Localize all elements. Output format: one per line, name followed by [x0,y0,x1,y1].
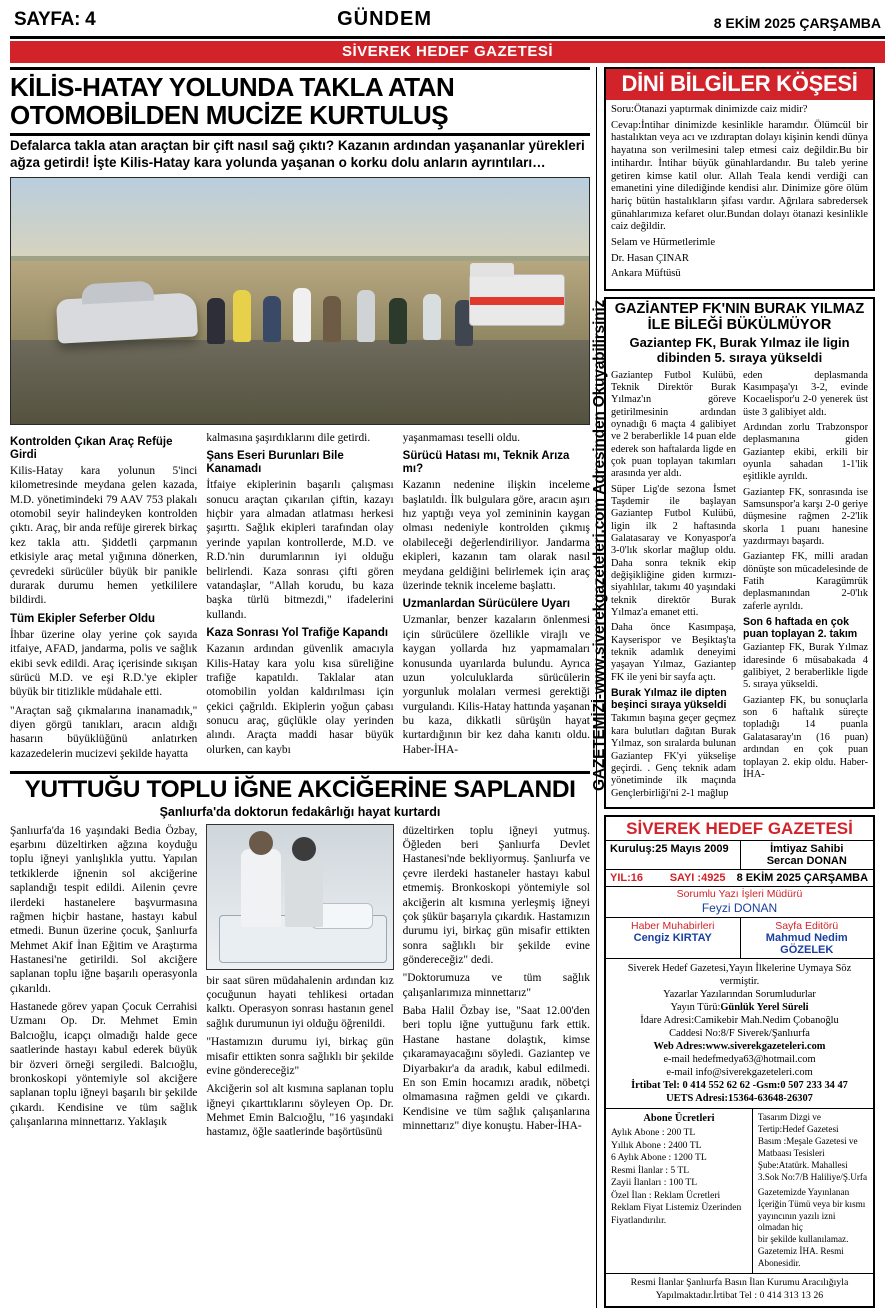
sports-c2-p1: eden deplasmanda Kasımpaşa'yı 3-2, evinde Kocaelispor'u 2-0 yenerek üst üste 3 galibiyet aldı. [743,369,868,418]
imprint-date: 8 EKİM 2025 ÇARŞAMBA [736,871,869,884]
right-column [596,67,875,1308]
imprint-page-editor-name: Mahmud Nedim GÖZELEK [765,931,848,956]
imprint-price-block [606,1108,873,1273]
lead-c2-p2: İtfaiye ekiplerinin başarılı çalışması sonucu araçtan çıkarılan çiftin, kazayı hiçbir yara almadan atlatması herkesi şaşırttı. Sağlık ekipleri tarafından olay yerinde yapılan kontrollerde, M.D. ve R.D.'nin durumlarının iyi olduğu belirlendi. Kaza sonrası çifti gören vatandaşlar, "Allah korudu, bu kaza başka türlü bitmezdi," ifadelerini kullandı. [206,479,394,621]
sports-c2-p4: Gaziantep FK, milli aradan dönüşte son mücadelesinde de Fatih Karagümrük deplasmanından 2-0'lık zaferle ayrıldı. [743,551,868,612]
price-row: Aylık Abone : 200 TL [611,1127,696,1139]
second-c1-p1: Şanlıurfa'da 16 yaşındaki Bedia Özbay, eşarbını düzeltirken ağzına koyduğu toplu iğneyi yanlışlıkla yuttu. Yapılan tetkiklerde iğnenin sol akciğerine saplandığı tespit edildi. Ailenin çevre ilerdeki hastanelere başvurmasına rağmen hiçbir hastane, hastayı kabul etmedi. Bunun üzerine çocuk, Şanlıurfa Mehmet Akif İnan Eğitim ve Araştırma Hastanesi'ne getirildi. Sol akciğere saplanan toplu iğne başarılı operasyonla çıkarıldı. [10,824,198,995]
prices-title: Abone Ücretleri [643,1112,715,1124]
lead-rule-bottom [10,133,590,136]
second-story-columns [10,824,590,1144]
lead-c3-p3: Uzmanlar, benzer kazaların önlenmesi için sürücülere özellikle virajlı ve kaygan yollarda hız yapmamaları konusunda uyarılarda bulundu. Ayrıca uzun yolculuklarda sürücülerin yorgunluk molaları vermesi gerektiği vurgulandı. Kilis-Hatay hattında yaşanan bu kaza, dikkatli sürüşün hayat kurtardığının bir kez daha kanıtı oldu. Haber-İHA- [402,614,590,756]
printer-l1: Basım :Meşale Gazetesi ve Matbaası Tesisleri [757,1135,858,1158]
second-col-2 [206,824,393,1144]
printer-l7: Gazetemiz İHA. Resmi Abonesidir. [757,1246,844,1269]
religion-title: DİNİ BİLGİLER KÖŞESİ [606,69,873,100]
section-title: GÜNDEM [337,8,432,30]
lead-headline: KİLİS-HATAY YOLUNDA TAKLA ATAN OTOMOBİLDEN MUCİZE KURTULUŞ [10,72,455,130]
price-row: 6 Aylık Abone : 1200 TL [611,1152,707,1164]
sports-c2-subhead: Son 6 haftada en çok puan toplayan 2. takım [743,616,858,641]
vertical-website-ad: GAZETEMİZİ-www.siverekgazeteleri.com Adresinden Okuyabilirsiniz [591,300,608,791]
sports-c1-p4: Takımın başına geçer geçmez kara bulutları dağıtan Burak Yılmaz, son sıralarda bulunan Gaziantep FK'yi yükselişe geçirdi. . Genç teknik adam yönetiminde ilk maçında Gençlerbirliği'ni 2-1 mağlup [611,713,736,799]
second-c3-p3: Baba Halil Özbay ise, "Saat 12.00'den beri toplu iğne yuttuğunu fark ettik. Hastane hastane dolaştık, kimse çıkaramayacağını söyledi. Gaziantep ve Diyarbakır'a da aradık, kabul edilmedi. En son Emin hocamızı aradık, nöbetçi olmamasına rağmen geldi ve çıkardı. Kendisine ve tüm sağlık çalışanlarına minnettarız" diye konuştu. Haber-İHA- [402,1005,590,1132]
imprint-editor-label: Sorumlu Yazı İşleri Müdürü [676,887,803,900]
imprint-type-value: Günlük Yerel Süreli [720,1001,809,1013]
page-number: SAYFA: 4 [14,9,96,30]
sports-c2-p6: Gaziantep FK, bu sonuçlarla son 6 haftalık süreçte topladığı 14 puanla Galatasaray'ın (16 puan) ardından en çok puan toplayan 2. ekip oldu. Haber-İHA- [743,694,868,780]
printer-l3: Gazetemizde Yayınlanan [757,1186,850,1197]
sports-c1-subhead: Burak Yılmaz ile dipten beşinci sıraya yükseldi [611,687,727,712]
sports-col-1 [611,370,736,803]
lead-c3-p1: yaşanmaması teselli oldu. [402,431,521,444]
imprint-title: SİVEREK HEDEF GAZETESİ [606,817,873,841]
price-row: Yıllık Abone : 2400 TL [611,1139,702,1151]
lead-c3-subhead-2: Uzmanlardan Sürücülere Uyarı [402,598,571,611]
imprint-page-editor-label: Sayfa Editörü [775,919,839,932]
sports-c2-p3: Gaziantep FK, sonrasında ise Samsunspor'a karşı 2-0 geriye düşmesine rağmen 2-2'lik skorla 1 puanı hanesine yazdırmayı başardı. [743,486,868,548]
religion-answer: Cevap:İntihar dinimizde kesinlikle haramdır. Ölümcül bir hastalıktan veya acı ve ızdıraptan dolayı kişinin kendi dünya hayatına son verilmesini talep etmesi caiz değildir.Bu bir intihardır. İntihar büyük günahlardandır. Bu taleb yerine getiren kimse katil olur. Allah Teala kendi verdiği can emanetini yine dilediğinde kendisi alır. Dinimize göre ölüm hariç bütün hastalıkların şifası vardır. Ağrılara sabredersek günahlarımıza kefaret olur.Bundan dolayı ötanazi kesinlikle caiz değildir. [611,119,868,233]
sports-c2-p5: Gaziantep FK, Burak Yılmaz idaresinde 6 müsabakada 4 galibiyet, 2 beraberlikle ligde 5. sıraya yükseldi. [743,642,868,691]
imprint-footer [606,1273,873,1305]
price-row: Resmi İlanlar : 5 TL [611,1164,690,1176]
second-c2-p3: Akciğerin sol alt kısmına saplanan toplu iğneyi çıkarttıklarını söyleyen Op. Dr. Mehmet Emin Balcıoğlu, "16 yaşındaki hastamız, öğle saatlerinde başörtüsünü [206,1083,394,1139]
sports-col-2 [743,370,868,803]
imprint-row-staff [606,918,873,959]
subscription-prices [606,1109,753,1273]
masthead-divider [10,36,885,39]
religion-role: Ankara Müftüsü [611,268,681,280]
imprint-note-1: Siverek Hedef Gazetesi,Yayın İlkelerine Uymaya Söz vermiştir. [627,962,852,987]
sports-c1-p3: Daha önce Kasımpaşa, Kayserispor ve Beşiktaş'ta teknik adamlık deneyimi yaşayan Yılmaz, Gaziantep FK ile yeni bir sayfa açtı. [611,622,736,683]
imprint-web-value: www.siverekgazeteleri.com [705,1040,826,1052]
imprint-address-value: Camikebir Mah.Nedim Çobanoğlu [694,1014,839,1026]
second-col-1 [10,824,197,1144]
hospital-photo [206,824,393,970]
lead-c3-p2: Kazanın nedenine ilişkin inceleme başlatıldı. İlk bulgulara göre, aracın aşırı hız yaptığı veya yol zemininin kaygan olması nedeniyle kontrolden çıkmış olabileceği değerlendiriliyor. Jandarma ekipleri, kazanın tam olarak nasıl meydana geldiğini belirlemek için araç üzerinde teknik inceleme başlattı. [402,479,590,592]
imprint-type-label: Yayın Türü: [670,1001,721,1013]
imprint-editor-name: Feyzi DONAN [701,900,778,915]
printer-info [753,1109,873,1273]
imprint-email-2: e-mail info@siverekgazeteleri.com [666,1066,813,1078]
sports-box [604,297,875,809]
imprint-row-editor [606,887,873,918]
religion-box [604,67,875,291]
second-c3-p1: düzeltirken toplu iğneyi yutmuş. Öğleden beri Şanlıurfa Devlet Hastanesi'nde bekliyormuş. Şanlıurfa ve çevre ilerdeki hastaneler hastayı kabul etmemiş. Bronkoskopi yöntemiyle sol akciğerin alt kısmına yerleşmiş iğneyi çok şükür başarıyla çıkardık. Hastamızın durumu iyi, birkaç gün misafir ettikten sonra sağlıklı bir şekilde evine göndereceğiz" dedi. [402,824,590,966]
prices-note: Reklam Fiyat Listemiz Üzerinden Fiyatlandırılır. [611,1202,742,1226]
printer-l5: yayıncının yazılı izni olmadan hiç [757,1210,836,1233]
lead-p1: Kilis-Hatay kara yolunun 5'inci kilometresinde meydana gelen kazada, M.D. yönetimindeki 79 AAV 753 plakalı otomobil seyir halindeyken kontrolden çıktı. Araç, bir anda refüje girerek birkaç kez takla attı. Şiddetli çarpmanın etkisiyle araç metal yığınına dönerken, çevredeki sürücüler büyük bir panikle durarak durumu hemen yetkililere bildirdi. [10,465,198,607]
sports-deck: Gaziantep FK, Burak Yılmaz ile ligin dibinden 5. sıraya yükseldi [629,335,850,365]
sports-c1-p1: Gaziantep Futbol Kulübü, Teknik Direktör Burak Yılmaz'ın göreve getirilmesinin ardından oynadığı 6 maçta 4 galibiyet ve 2 beraberlikle 14 puan elde ederek son haftalarda ligde en çok puan toplayan takımları arasında yer aldı. [611,369,736,480]
imprint-owner-name: Sercan DONAN [766,854,847,867]
price-row: Zayii İlanları : 100 TL [611,1177,698,1189]
second-story-rule [10,771,590,774]
lead-subhead-1: Kontrolden Çıkan Araç Refüje Girdi [10,435,173,461]
printer-title: Tasarım Dizgi ve Tertip:Hedef Gazetesi [757,1111,839,1134]
imprint-address-label: İdare Adresi: [640,1014,695,1026]
imprint-owner-label: İmtiyaz Sahibi [770,842,844,855]
second-deck: Şanlıurfa'da doktorun fedakârlığı hayat kurtardı [159,804,441,819]
lead-p3: "Araçtan sağ çıkmalarına inanamadık," diyen görgü tanıkları, aracın aldığı hasarın büyüklüğünü anlatırken kazazedelerin mucizevi şekilde hayatta [10,704,198,760]
lead-story-columns [10,431,590,765]
imprint-issue: SAYI :4925 [669,871,726,884]
religion-author: Dr. Hasan ÇINAR [611,252,689,264]
religion-body [606,100,873,289]
religion-question: Soru:Ötanazi yaptırmak dinimizde caiz midir? [611,104,808,115]
imprint-phone: İrtibat Tel: 0 414 552 62 62 -Gsm:0 507 233 34 47 [631,1079,848,1091]
imprint-reporters-name: Cengiz KIRTAY [633,931,712,944]
price-row: Özel İlan : Reklam Ücretleri [611,1189,721,1201]
lead-c3-subhead-1: Sürücü Hatası mı, Teknik Arıza mı? [402,449,570,476]
imprint-footer-2: Yapılmaktadır.İrtibat Tel : 0 414 313 13 26 [655,1290,824,1302]
issue-date: 8 EKİM 2025 ÇARŞAMBA [713,15,881,31]
ambulance-shape [469,274,565,326]
imprint-row-founded [606,841,873,870]
printer-l6: bir şekilde kullanılamaz. [757,1234,849,1245]
imprint-reporters [606,918,740,958]
imprint-email-1: e-mail hedefmedya63@hotmail.com [663,1053,816,1065]
imprint-notes [606,959,873,1108]
lead-col-2 [206,431,393,765]
sports-c1-p2: Süper Lig'de sezona İsmet Taşdemir ile başlayan Gaziantep Futbol Kulübü, ligin ilk 2 haftasında Galatasaray ve Konyaspor'a 3-0'lık skorlar mağlup oldu. Daha sonra teknik ekip değişikliğine giden kırmızı-siyahlılar, takımı 40 yaşındaki teknik direktör Burak Yılmaz'a emanet etti. [611,483,736,619]
lead-subhead-2: Tüm Ekipler Seferber Oldu [10,612,156,625]
left-column [10,67,596,1308]
lead-c2-subhead-1: Şans Eseri Burunları Bile Kanamadı [206,449,344,476]
imprint-row-issue [606,870,873,887]
lead-c2-p3: Kazanın ardından güvenlik amacıyla Kilis-Hatay kara yolu kısa süreliğine trafiğe kapatıldı. Taklalar atan otomobilin yoldan kaldırılması için çekici çağrıldı. Ekiplerin yoğun çabası sonucu araç, güçlükle olay yerinden alındı. Araçta maddi hasar büyük olurken, can kaybı [206,643,394,756]
imprint-note-2: Yazarlar Yazılarından Sorumludurlar [663,988,816,1000]
imprint-address-value2: Caddesi No:8/F Siverek/Şanlıurfa [669,1027,810,1039]
imprint-footer-1: Resmi İlanlar Şanlıurfa Basın İlan Kurumu Aracılığıyla [630,1277,849,1289]
lead-photo-accident [10,177,590,425]
imprint-uets: UETS Adresi:15364-63648-26307 [666,1092,813,1104]
printer-l2: Şube:Atatürk. Mahallesi 3.Sok No:7/B Haliliye/Ş.Urfa [757,1159,868,1182]
paper-name-banner: SİVEREK HEDEF GAZETESİ [10,41,885,63]
second-c2-p1: bir saat süren müdahalenin ardından kız çocuğunun hayati tehlikesi ortadan kalktı. Operasyon sonrası hastanın genel sağlık durumunun iyi olduğu öğrenildi. [206,974,394,1030]
lead-c2-p1: kalmasına şaşırdıklarını dile getirdi. [206,431,371,444]
imprint-reporters-label: Haber Muhabirleri [631,919,715,932]
second-c2-p2: "Hastamızın durumu iyi, birkaç gün misafir ettikten sonra sağlıklı bir şekilde evine göndereceğiz" [206,1036,394,1077]
lead-deck: Defalarca takla atan araçtan bir çift nasıl sağ çıktı? Kazanın ardından yaşananlar yürekleri ağza getirdi! İşte Kilis-Hatay kara yolunda yaşanan o korku dolu anların ayrıntıları… [10,138,585,170]
second-col-3 [403,824,590,1144]
imprint-year: YIL:16 [610,871,644,884]
lead-rule-top [10,67,590,70]
religion-closing: Selam ve Hürmetlerimle [611,237,716,249]
sports-columns [606,370,873,807]
imprint-web-label: Web Adres: [653,1040,706,1052]
sports-c2-p2: Ardından zorlu Trabzonspor deplasmanına giden Gaziantep ekibi, erkili bir oyunla sahadan 1-1'lik eşitlikle ayrıldı. [743,421,868,483]
lead-col-3 [403,431,590,765]
imprint-founded: Kuruluş:25 Mayıs 2009 [610,842,729,855]
lead-c2-subhead-2: Kaza Sonrası Yol Trafiğe Kapandı [206,626,389,639]
imprint-owner [740,841,874,869]
imprint-box [604,815,875,1308]
sports-headline: GAZİANTEP FK'NIN BURAK YILMAZ İLE BİLEĞİ BÜKÜLMÜYOR [614,301,865,333]
lead-p2: İhbar üzerine olay yerine çok sayıda itfaiye, AFAD, jandarma, polis ve sağlık ekibi sevk edildi. Araç içerisinde sıkışan sürücü M.D. ve eşi R.D.'ye ekipler büyük bir titizlikle müdahale etti. [10,628,198,699]
lead-col-1 [10,431,197,765]
second-headline: YUTTUĞU TOPLU İĞNE AKCİĞERİNE SAPLANDI [24,776,576,804]
second-c3-p2: "Doktorumuza ve tüm sağlık çalışanlarımıza minnettarız" [402,972,590,999]
second-c1-p2: Hastanede görev yapan Çocuk Cerrahisi Uzmanı Op. Dr. Mehmet Emin Balcıoğlu, icapçı olmadığı halde gece saatlerinde hastayı kabul ederek büyük bir özveri örneği sergiledi. Balcıoğlu, bronkoskopi yöntemiyle sol akciğere saplanan toplu iğneyi başarılı bir şekilde çıkardı. Kendisine ve tüm sağlık çalışanlarına minnettarız. Yaklaşık [10,1001,198,1128]
imprint-page-editor [740,918,874,958]
body-grid [10,67,885,1308]
printer-l4: İçeriğin Tümü veya bir kısmı [757,1198,866,1209]
masthead [10,6,885,33]
